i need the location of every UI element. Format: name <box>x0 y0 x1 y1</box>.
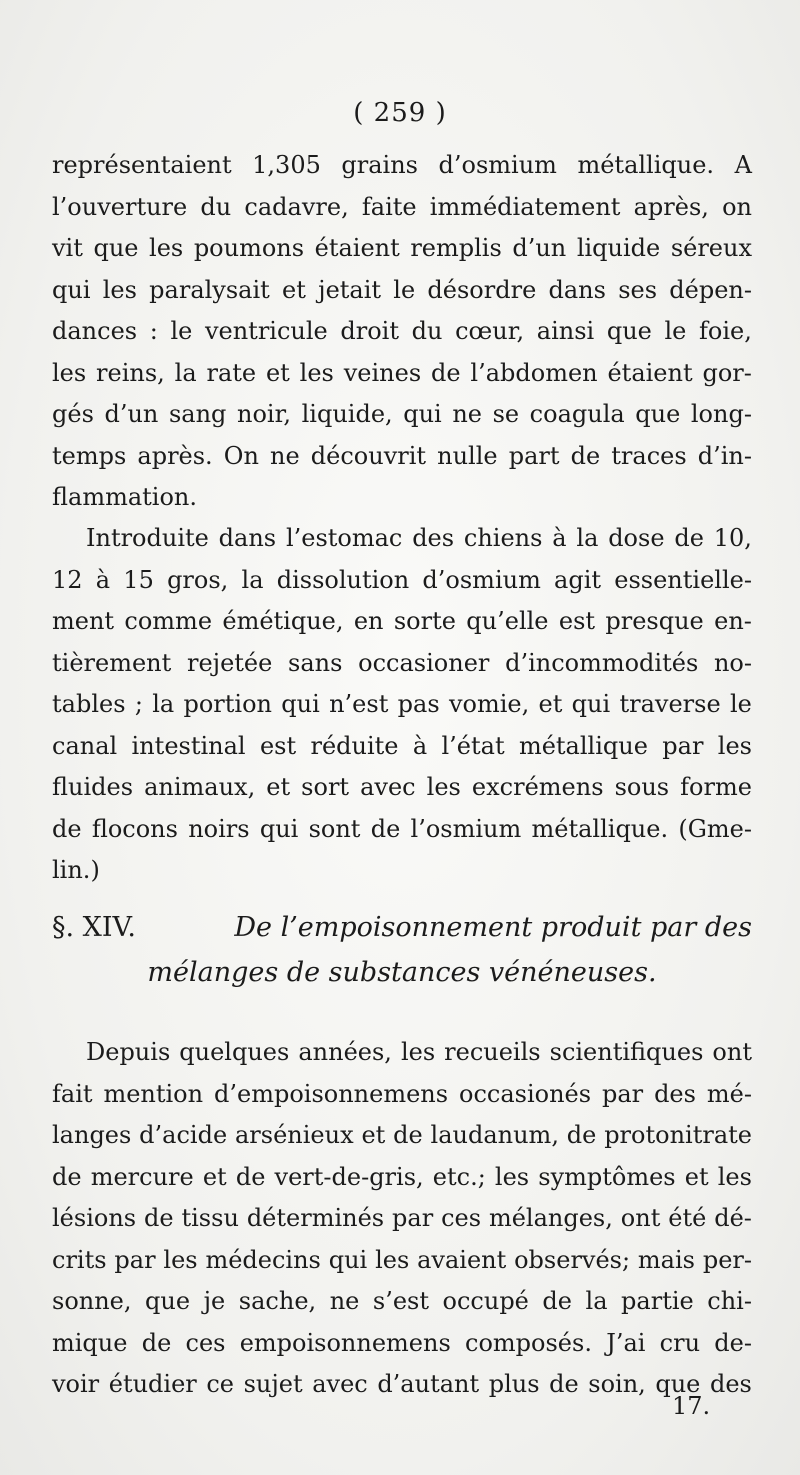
text-line: lin.) <box>52 856 100 884</box>
text-line: Depuis quelques années, les recueils scientifiques ont <box>86 1038 752 1066</box>
paragraph-2 <box>52 518 752 892</box>
text-line: ment comme émétique, en sorte qu’elle est presque en- <box>52 607 752 635</box>
text-line: crits par les médecins qui les avaient observés; mais per- <box>52 1245 752 1274</box>
text-line: les reins, la rate et les veines de l’abdomen étaient gor- <box>52 358 752 387</box>
text-line: représentaient 1,305 grains d’osmium métallique. A <box>52 151 752 179</box>
heading-line-2: mélanges de substances vénéneuses. <box>147 957 657 988</box>
paragraph-3 <box>52 1032 752 1406</box>
heading-title-line-1: De l’empoisonnement produit par des <box>234 912 752 943</box>
text-line: sonne, que je sache, ne s’est occupé de la partie chi- <box>52 1287 752 1315</box>
signature-mark: 17. <box>672 1392 711 1420</box>
page-number: ( 259 ) <box>353 98 447 128</box>
text-line: mique de ces empoisonnemens composés. J’ai cru de- <box>52 1328 752 1357</box>
text-line: flammation. <box>52 483 197 511</box>
heading-line-1 <box>52 905 752 950</box>
text-line: gés d’un sang noir, liquide, qui ne se coagula que long- <box>52 400 752 428</box>
section-heading <box>52 905 752 995</box>
text-line: fluides animaux, et sort avec les excrémens sous forme <box>52 773 752 801</box>
text-line: fait mention d’empoisonnemens occasionés par des mé- <box>52 1079 752 1108</box>
text-line: voir étudier ce sujet avec d’autant plus de soin, que des <box>52 1370 752 1398</box>
section-label: §. XIV. <box>52 912 136 943</box>
text-line: de flocons noirs qui sont de l’osmium métallique. (Gme- <box>52 814 752 843</box>
paragraph-1 <box>52 145 752 519</box>
text-line: dances : le ventricule droit du cœur, ainsi que le foie, <box>52 317 752 345</box>
text-line: canal intestinal est réduite à l’état métallique par les <box>52 731 752 760</box>
text-line: tièrement rejetée sans occasioner d’incommodités no- <box>52 648 752 677</box>
text-line: lésions de tissu déterminés par ces mélanges, ont été dé- <box>52 1204 752 1232</box>
text-line: 12 à 15 gros, la dissolution d’osmium agit essentielle- <box>52 565 752 594</box>
text-line: de mercure et de vert-de-gris, etc.; les symptômes et les <box>52 1162 752 1191</box>
text-line: vit que les poumons étaient remplis d’un liquide séreux <box>52 234 752 262</box>
text-line: Introduite dans l’estomac des chiens à la dose de 10, <box>86 524 752 552</box>
text-line: qui les paralysait et jetait le désordre dans ses dépen- <box>52 275 752 304</box>
text-line: tables ; la portion qui n’est pas vomie, et qui traverse le <box>52 690 752 718</box>
text-line: l’ouverture du cadavre, faite immédiatement après, on <box>52 192 752 221</box>
text-line: langes d’acide arsénieux et de laudanum, de protonitrate <box>52 1121 752 1149</box>
text-line: temps après. On ne découvrit nulle part de traces d’in- <box>52 441 752 470</box>
